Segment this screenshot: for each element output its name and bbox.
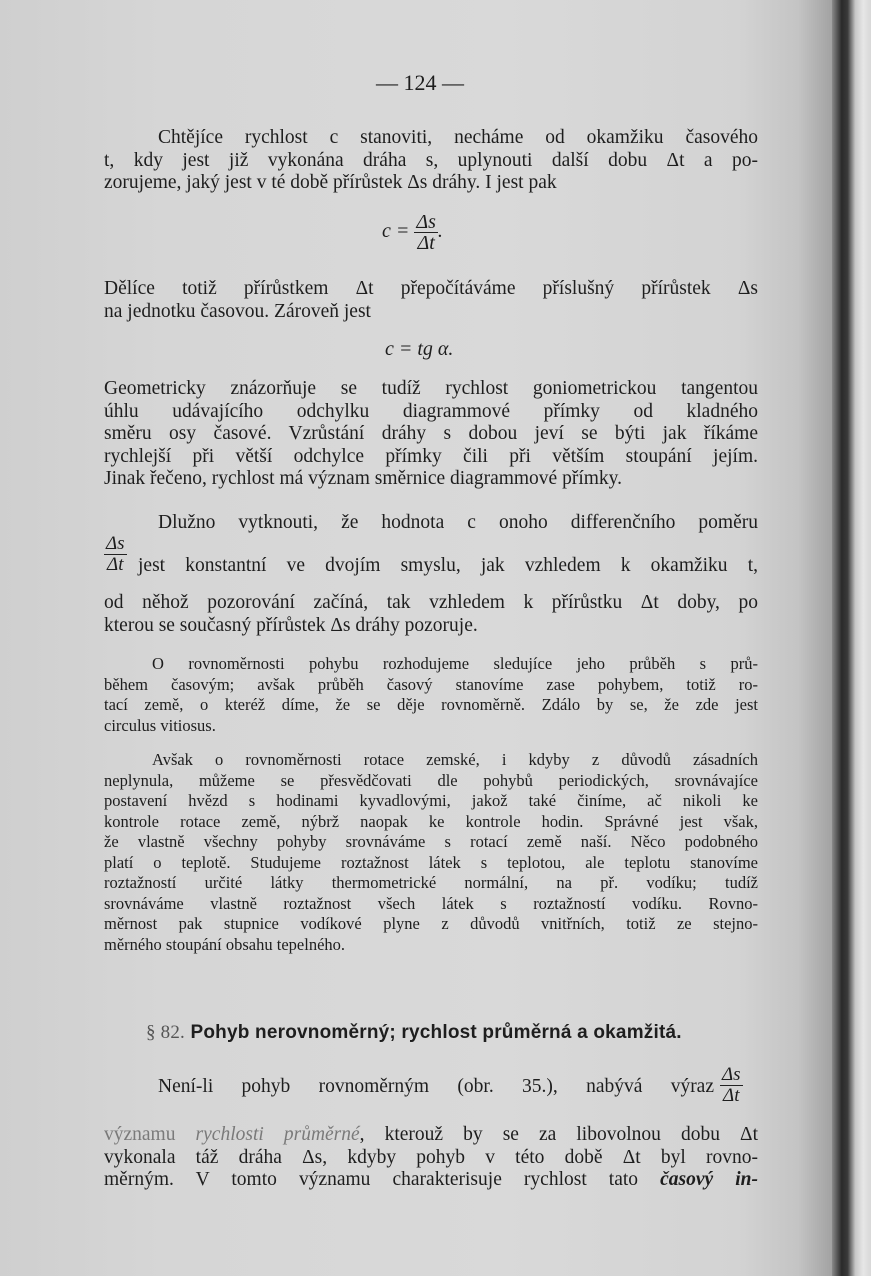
- text-line: od něhož pozorování začíná, tak vzhledem k přírůstku Δt doby, po: [104, 592, 758, 613]
- text-line: měrného stoupání obsahu tepelného.: [104, 934, 346, 954]
- text-line: měrným. V tomto významu charakterisuje rychlost tato časový in-: [104, 1169, 759, 1190]
- fraction: [414, 212, 438, 253]
- text-line: Jinak řečeno, rychlost má význam směrnice diagrammové přímky.: [104, 468, 623, 489]
- paragraph-4: [104, 512, 758, 535]
- text-line: O rovnoměrnosti pohybu rozhodujeme sledujíce jeho průběh s prů-: [152, 654, 758, 673]
- note-paragraph-1: [104, 654, 758, 736]
- section-heading: [146, 1022, 682, 1044]
- text-line: Chtějíce rychlost c stanoviti, necháme od okamžiku časového: [158, 127, 758, 148]
- paragraph-5-rest: [104, 1124, 758, 1192]
- text-line: tací země, o kteréž díme, že se děje rovnoměrně. Zdálo by se, že zde jest: [104, 695, 758, 714]
- text-line: Dělíce totiž přírůstkem Δt přepočítáváme příslušný přírůstek Δs: [104, 278, 758, 299]
- text-line: neplynula, můžeme se přesvědčovati dle pohybů periodických, srovnávajíce: [104, 770, 758, 790]
- equation-period: .: [437, 220, 443, 243]
- text-line: významu rychlosti průměrné, kterouž by se za libovolnou dobu Δt: [104, 1124, 758, 1145]
- paragraph-5: [104, 1076, 714, 1099]
- text-line: Geometricky znázorňuje se tudíž rychlost goniometrickou tangentou: [104, 378, 758, 399]
- text-line: že vlastně všechny pohyby srovnáváme s rotací země naší. Něco podobného: [104, 832, 758, 851]
- note-paragraph-2: [104, 750, 758, 955]
- text-line: postavení hvězd s hodinami kyvadlovými, jakož také činíme, ač nikoli ke: [104, 791, 758, 810]
- fraction: [720, 1065, 743, 1106]
- section-mark: § 82.: [146, 1022, 185, 1043]
- text-line: platí o teplotě. Studujeme roztažnost látek s teplotou, ale teplotu stanovíme: [104, 852, 758, 872]
- equation-lhs: c =: [382, 220, 410, 243]
- text-line: úhlu udávajícího odchylku diagrammové přímky od kladného: [104, 400, 758, 422]
- paragraph-3: [104, 378, 758, 491]
- equation-velocity: [382, 212, 443, 253]
- paragraph-2: [104, 278, 758, 323]
- text-line: Dlužno vytknouti, že hodnota c onoho differenčního poměru: [158, 512, 758, 533]
- text-line: Není-li pohyb rovnoměrným (obr. 35.), nabývá výraz: [158, 1076, 714, 1097]
- text-line: směru osy časové. Vzrůstání dráhy s dobou jeví se býti jak říkáme: [104, 423, 758, 444]
- text-line: jest konstantní ve dvojím smyslu, jak vzhledem k okamžiku t,: [138, 555, 758, 576]
- text-line: zorujeme, jaký jest v té době přírůstek Δs dráhy. I jest pak: [104, 172, 557, 193]
- text-line: měrnost pak stupnice vodíkové plyne z důvodů vnitřních, totiž ze stejno-: [104, 914, 758, 933]
- section-title: Pohyb nerovnoměrný; rychlost průměrná a okamžitá.: [190, 1022, 682, 1043]
- text-line: circulus vitiosus.: [104, 715, 216, 735]
- text-line: roztažností určité látky thermometrické normální, na př. vodíku; tudíž: [104, 873, 758, 892]
- text-line: rychlejší při větší odchylce přímky čili při větším stoupání jejím.: [104, 445, 758, 467]
- text-line: během časovým; avšak průběh časový stanovíme zase pohybem, totiž ro-: [104, 674, 758, 694]
- inline-fraction: [104, 534, 127, 575]
- text-line: t, kdy jest již vykonána dráha s, uplynouti další dobu Δt a po-: [104, 149, 758, 171]
- fraction-denominator: Δt: [417, 232, 435, 254]
- fraction-numerator: Δs: [106, 533, 125, 554]
- text-line: Avšak o rovnoměrnosti rotace zemské, i kdyby z důvodů zásadních: [152, 750, 758, 769]
- fraction-numerator: Δs: [416, 211, 436, 233]
- fraction: [104, 534, 127, 575]
- emphasis: rychlosti průměrné: [195, 1124, 360, 1145]
- emphasis: časový in-: [660, 1169, 759, 1190]
- fraction-denominator: Δt: [107, 554, 124, 575]
- text-line: kontrole rotace země, nýbrž naopak ke kontrole hodin. Správné jest však,: [104, 811, 758, 831]
- page-number: — 124 —: [376, 70, 464, 95]
- text-line: srovnáváme vlastně roztažnost všech látek s roztažností vodíku. Rovno-: [104, 893, 758, 913]
- fraction-denominator: Δt: [723, 1085, 740, 1106]
- paragraph-4-line-2: [138, 555, 758, 578]
- book-binding-shadow: [832, 0, 871, 1276]
- paragraph-4-rest: [104, 592, 758, 637]
- text-line: na jednotku časovou. Zároveň jest: [104, 300, 371, 322]
- paragraph-1: [104, 127, 758, 195]
- equation-tangent: c = tg α.: [385, 338, 454, 360]
- text-line: kterou se současný přírůstek Δs dráhy pozoruje.: [104, 614, 478, 636]
- text-line: vykonala táž dráha Δs, kdyby pohyb v této době Δt byl rovno-: [104, 1146, 758, 1168]
- inline-fraction: [720, 1065, 743, 1106]
- fraction-numerator: Δs: [722, 1064, 741, 1085]
